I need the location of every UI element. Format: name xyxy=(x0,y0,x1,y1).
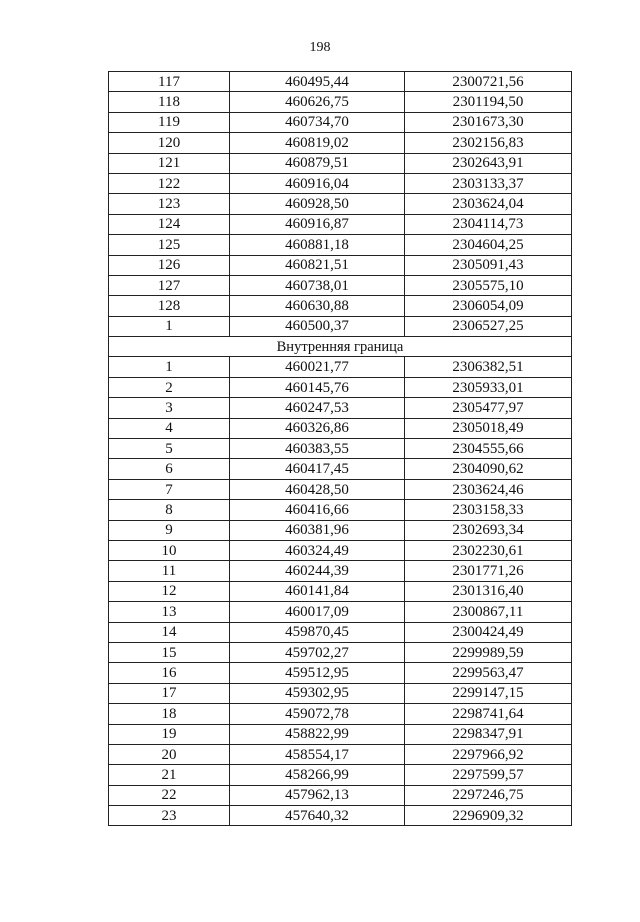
y-coordinate-cell: 2303624,46 xyxy=(405,479,572,499)
x-coordinate-cell: 459870,45 xyxy=(230,622,405,642)
point-number-cell: 13 xyxy=(109,602,230,622)
table-row xyxy=(109,479,572,499)
y-coordinate-cell: 2300721,56 xyxy=(405,72,572,92)
table-row xyxy=(109,357,572,377)
x-coordinate-cell: 458266,99 xyxy=(230,765,405,785)
table-row xyxy=(109,92,572,112)
y-coordinate-cell: 2302643,91 xyxy=(405,153,572,173)
point-number-cell: 20 xyxy=(109,744,230,764)
x-coordinate-cell: 460500,37 xyxy=(230,316,405,336)
table-row xyxy=(109,642,572,662)
x-coordinate-cell: 460247,53 xyxy=(230,398,405,418)
y-coordinate-cell: 2301194,50 xyxy=(405,92,572,112)
table-row xyxy=(109,377,572,397)
point-number-cell: 125 xyxy=(109,235,230,255)
table-row xyxy=(109,112,572,132)
table-row xyxy=(109,622,572,642)
x-coordinate-cell: 458822,99 xyxy=(230,724,405,744)
x-coordinate-cell: 460879,51 xyxy=(230,153,405,173)
table-row xyxy=(109,602,572,622)
x-coordinate-cell: 458554,17 xyxy=(230,744,405,764)
point-number-cell: 128 xyxy=(109,296,230,316)
table-row xyxy=(109,418,572,438)
y-coordinate-cell: 2297966,92 xyxy=(405,744,572,764)
y-coordinate-cell: 2303624,04 xyxy=(405,194,572,214)
point-number-cell: 3 xyxy=(109,398,230,418)
point-number-cell: 121 xyxy=(109,153,230,173)
table-row xyxy=(109,683,572,703)
x-coordinate-cell: 460145,76 xyxy=(230,377,405,397)
table-row xyxy=(109,704,572,724)
y-coordinate-cell: 2305575,10 xyxy=(405,275,572,295)
table-row xyxy=(109,275,572,295)
y-coordinate-cell: 2304604,25 xyxy=(405,235,572,255)
x-coordinate-cell: 460626,75 xyxy=(230,92,405,112)
x-coordinate-cell: 460021,77 xyxy=(230,357,405,377)
point-number-cell: 23 xyxy=(109,806,230,826)
x-coordinate-cell: 460141,84 xyxy=(230,581,405,601)
table-row xyxy=(109,153,572,173)
y-coordinate-cell: 2299989,59 xyxy=(405,642,572,662)
y-coordinate-cell: 2296909,32 xyxy=(405,806,572,826)
point-number-cell: 124 xyxy=(109,214,230,234)
x-coordinate-cell: 460630,88 xyxy=(230,296,405,316)
section-title-cell: Внутренняя граница xyxy=(109,337,572,357)
table-row xyxy=(109,520,572,540)
x-coordinate-cell: 457962,13 xyxy=(230,785,405,805)
x-coordinate-cell: 460881,18 xyxy=(230,235,405,255)
point-number-cell: 126 xyxy=(109,255,230,275)
x-coordinate-cell: 460821,51 xyxy=(230,255,405,275)
table-row xyxy=(109,316,572,336)
point-number-cell: 14 xyxy=(109,622,230,642)
x-coordinate-cell: 460928,50 xyxy=(230,194,405,214)
table-row xyxy=(109,561,572,581)
x-coordinate-cell: 460428,50 xyxy=(230,479,405,499)
y-coordinate-cell: 2299563,47 xyxy=(405,663,572,683)
point-number-cell: 16 xyxy=(109,663,230,683)
x-coordinate-cell: 460819,02 xyxy=(230,133,405,153)
y-coordinate-cell: 2302230,61 xyxy=(405,540,572,560)
point-number-cell: 127 xyxy=(109,275,230,295)
x-coordinate-cell: 460495,44 xyxy=(230,72,405,92)
table-row xyxy=(109,214,572,234)
point-number-cell: 21 xyxy=(109,765,230,785)
x-coordinate-cell: 460734,70 xyxy=(230,112,405,132)
x-coordinate-cell: 460738,01 xyxy=(230,275,405,295)
table-row xyxy=(109,235,572,255)
table-row xyxy=(109,133,572,153)
page-number: 198 xyxy=(309,40,331,55)
table-row xyxy=(109,398,572,418)
y-coordinate-cell: 2302693,34 xyxy=(405,520,572,540)
y-coordinate-cell: 2301316,40 xyxy=(405,581,572,601)
point-number-cell: 7 xyxy=(109,479,230,499)
table-row xyxy=(109,785,572,805)
y-coordinate-cell: 2303158,33 xyxy=(405,500,572,520)
outer-boundary-rows xyxy=(109,72,572,337)
table-row xyxy=(109,439,572,459)
y-coordinate-cell: 2298347,91 xyxy=(405,724,572,744)
table-row xyxy=(109,581,572,601)
point-number-cell: 1 xyxy=(109,316,230,336)
table-row xyxy=(109,296,572,316)
y-coordinate-cell: 2301771,26 xyxy=(405,561,572,581)
table-row xyxy=(109,663,572,683)
x-coordinate-cell: 459072,78 xyxy=(230,704,405,724)
y-coordinate-cell: 2305091,43 xyxy=(405,255,572,275)
x-coordinate-cell: 459512,95 xyxy=(230,663,405,683)
y-coordinate-cell: 2302156,83 xyxy=(405,133,572,153)
table-row xyxy=(109,500,572,520)
point-number-cell: 1 xyxy=(109,357,230,377)
y-coordinate-cell: 2305477,97 xyxy=(405,398,572,418)
inner-boundary-rows xyxy=(109,357,572,826)
y-coordinate-cell: 2299147,15 xyxy=(405,683,572,703)
x-coordinate-cell: 460916,04 xyxy=(230,173,405,193)
point-number-cell: 119 xyxy=(109,112,230,132)
point-number-cell: 8 xyxy=(109,500,230,520)
table-row xyxy=(109,540,572,560)
x-coordinate-cell: 460383,55 xyxy=(230,439,405,459)
y-coordinate-cell: 2300424,49 xyxy=(405,622,572,642)
y-coordinate-cell: 2297246,75 xyxy=(405,785,572,805)
x-coordinate-cell: 460326,86 xyxy=(230,418,405,438)
point-number-cell: 17 xyxy=(109,683,230,703)
point-number-cell: 122 xyxy=(109,173,230,193)
point-number-cell: 12 xyxy=(109,581,230,601)
point-number-cell: 120 xyxy=(109,133,230,153)
x-coordinate-cell: 460324,49 xyxy=(230,540,405,560)
y-coordinate-cell: 2306054,09 xyxy=(405,296,572,316)
table-row xyxy=(109,173,572,193)
point-number-cell: 22 xyxy=(109,785,230,805)
point-number-cell: 117 xyxy=(109,72,230,92)
table-row xyxy=(109,194,572,214)
table-row xyxy=(109,744,572,764)
y-coordinate-cell: 2305018,49 xyxy=(405,418,572,438)
y-coordinate-cell: 2306527,25 xyxy=(405,316,572,336)
x-coordinate-cell: 460244,39 xyxy=(230,561,405,581)
point-number-cell: 123 xyxy=(109,194,230,214)
y-coordinate-cell: 2300867,11 xyxy=(405,602,572,622)
table-row xyxy=(109,255,572,275)
point-number-cell: 6 xyxy=(109,459,230,479)
x-coordinate-cell: 460916,87 xyxy=(230,214,405,234)
table-row xyxy=(109,806,572,826)
x-coordinate-cell: 460381,96 xyxy=(230,520,405,540)
table-row xyxy=(109,72,572,92)
y-coordinate-cell: 2301673,30 xyxy=(405,112,572,132)
point-number-cell: 11 xyxy=(109,561,230,581)
x-coordinate-cell: 460017,09 xyxy=(230,602,405,622)
x-coordinate-cell: 459302,95 xyxy=(230,683,405,703)
point-number-cell: 2 xyxy=(109,377,230,397)
y-coordinate-cell: 2304114,73 xyxy=(405,214,572,234)
point-number-cell: 18 xyxy=(109,704,230,724)
x-coordinate-cell: 457640,32 xyxy=(230,806,405,826)
point-number-cell: 10 xyxy=(109,540,230,560)
point-number-cell: 4 xyxy=(109,418,230,438)
y-coordinate-cell: 2304555,66 xyxy=(405,439,572,459)
point-number-cell: 9 xyxy=(109,520,230,540)
point-number-cell: 19 xyxy=(109,724,230,744)
x-coordinate-cell: 460416,66 xyxy=(230,500,405,520)
y-coordinate-cell: 2297599,57 xyxy=(405,765,572,785)
y-coordinate-cell: 2304090,62 xyxy=(405,459,572,479)
y-coordinate-cell: 2306382,51 xyxy=(405,357,572,377)
point-number-cell: 118 xyxy=(109,92,230,112)
point-number-cell: 5 xyxy=(109,439,230,459)
x-coordinate-cell: 460417,45 xyxy=(230,459,405,479)
table-row xyxy=(109,724,572,744)
section-header xyxy=(109,337,572,357)
point-number-cell: 15 xyxy=(109,642,230,662)
x-coordinate-cell: 459702,27 xyxy=(230,642,405,662)
section-row xyxy=(109,337,572,357)
y-coordinate-cell: 2305933,01 xyxy=(405,377,572,397)
table-row xyxy=(109,765,572,785)
table-row xyxy=(109,459,572,479)
coordinates-table xyxy=(108,71,572,826)
y-coordinate-cell: 2298741,64 xyxy=(405,704,572,724)
y-coordinate-cell: 2303133,37 xyxy=(405,173,572,193)
